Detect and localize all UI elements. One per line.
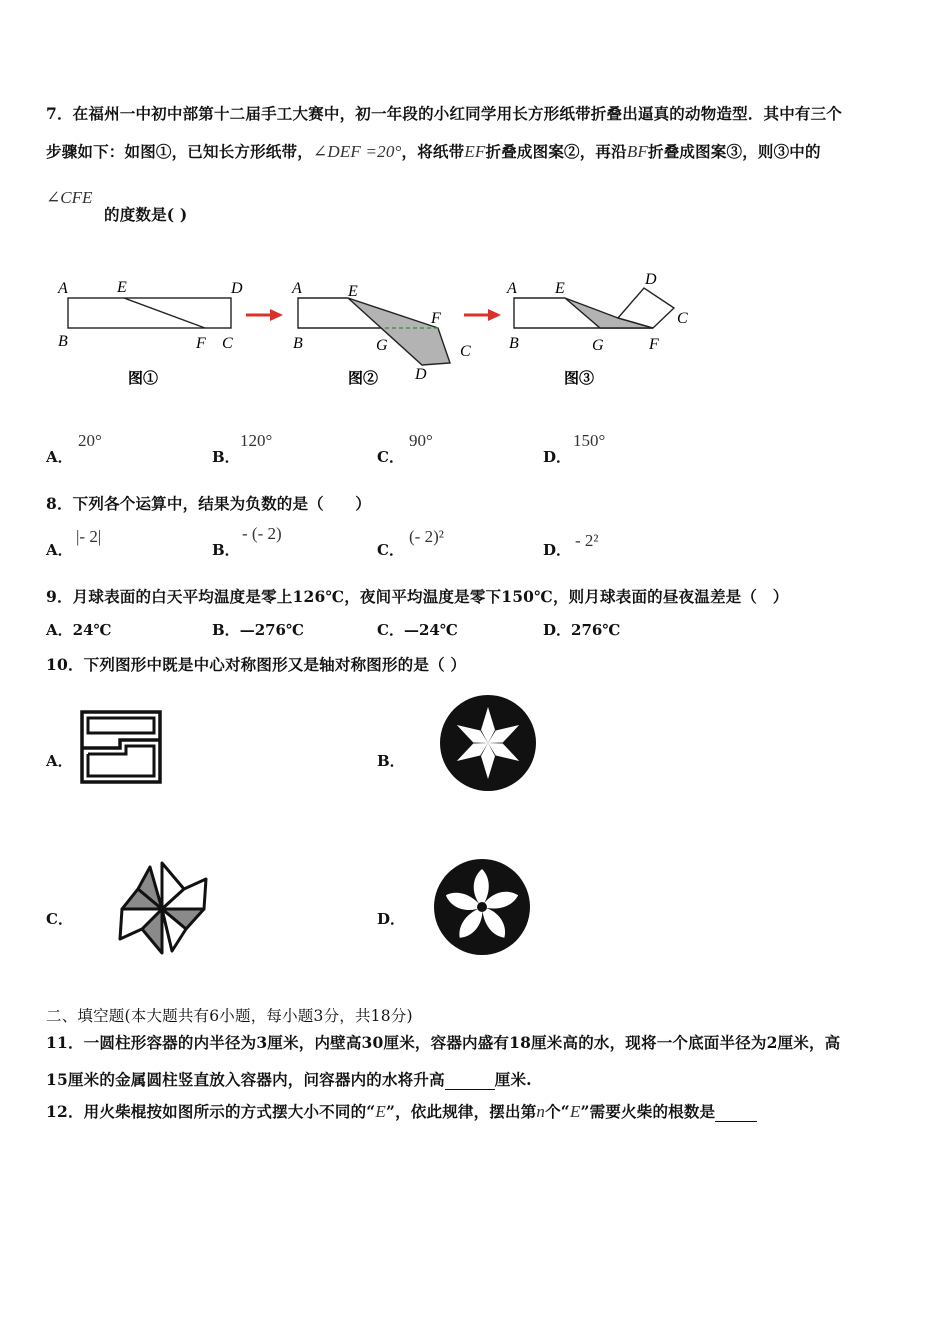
q12-e-symbol-1: E	[375, 1102, 386, 1121]
fig3-label-e: E	[555, 280, 565, 297]
q10-option-c-letter: C．	[46, 910, 73, 928]
q7-line1: 7．在福州一中初中部第十二届手工大赛中，初一年段的小红同学用长方形纸带折叠出逼真的动物造型．其中有三个	[46, 104, 842, 123]
q7-line2-d: 折叠成图案③，则③中的	[648, 142, 821, 161]
fig2-label-b: B	[293, 335, 303, 352]
fig3-label-d: D	[645, 271, 657, 288]
q10-option-d-letter: D．	[377, 910, 406, 928]
fig2-label-d: D	[415, 366, 427, 383]
q8-stem: 8．下列各个运算中，结果为负数的是（ ）	[46, 494, 371, 513]
q9-option-b	[212, 619, 304, 640]
fig2-folded-flap	[348, 298, 450, 365]
q9-option-a-letter: A．	[46, 621, 73, 639]
q9-option-d-letter: D．	[543, 621, 572, 639]
fig1-label-d: D	[231, 280, 243, 297]
q9-option-a	[46, 619, 112, 640]
q7-option-a-value: 20°	[78, 431, 102, 450]
figure-2	[291, 280, 471, 387]
q9-stem: 9．月球表面的白天平均温度是零上126℃，夜间平均温度是零下150℃，则月球表面的昼夜温差是（ ）	[46, 587, 789, 606]
q8-option-b-value: - (- 2)	[242, 524, 282, 543]
fig3-label-b: B	[509, 335, 519, 352]
q9-option-b-letter: B．	[212, 621, 240, 639]
q7-option-c-letter: C．	[377, 448, 404, 466]
fig2-label-f: F	[431, 310, 441, 327]
q12-part-a: 12．用火柴棍按如图所示的方式摆大小不同的“	[46, 1102, 376, 1121]
q7-line3: 的度数是( )	[104, 205, 188, 224]
q11-line1: 11．一圆柱形容器的内半径为3厘米，内壁高30厘米，容器内盛有18厘米高的水，现将一个底面半径为2厘米，高	[46, 1033, 841, 1052]
fig1-crease-ef	[124, 298, 205, 328]
q10-shape-a-s-block	[80, 710, 164, 786]
q7-option-c-value: 90°	[409, 431, 433, 450]
fig1-strip	[68, 298, 231, 328]
q7-option-a-letter: A．	[46, 448, 73, 466]
arrow-2	[464, 309, 501, 321]
q7-option-d-letter: D．	[543, 448, 572, 466]
fig3-label-c: C	[677, 310, 688, 327]
fig3-folded-flap	[565, 298, 653, 328]
q10-stem: 10．下列图形中既是中心对称图形又是轴对称图形的是（ ）	[46, 655, 467, 674]
angle-def: ∠DEF =20°	[312, 142, 402, 161]
fig2-label-a: A	[292, 280, 302, 297]
q9-option-c-value: —24℃	[403, 621, 458, 639]
fig3-label-f: F	[649, 336, 659, 353]
segment-bf: BF	[626, 142, 648, 161]
fig2-label-g: G	[376, 337, 388, 354]
q9-option-d-value: 276℃	[571, 621, 621, 639]
q8-option-b-letter: B．	[212, 541, 240, 559]
q7-option-d-value: 150°	[573, 431, 606, 450]
caption-fig2: 图②	[348, 371, 379, 387]
q11-line2	[46, 1068, 532, 1090]
segment-ef: EF	[464, 142, 486, 161]
q12-part-c: 个“	[545, 1102, 570, 1121]
q12-answer-blank[interactable]	[715, 1102, 757, 1122]
q11-answer-blank[interactable]	[445, 1070, 495, 1090]
q10-shape-d-bauhinia	[432, 857, 532, 957]
arrow-1	[246, 309, 283, 321]
caption-fig3: 图③	[564, 371, 595, 387]
q10-option-a-letter: A．	[46, 752, 73, 770]
fig3-label-g: G	[592, 337, 604, 354]
q7-fold-figures	[40, 262, 720, 397]
q9-option-b-value: —276℃	[239, 621, 304, 639]
q7-option-b-letter: B．	[212, 448, 240, 466]
q9-option-c	[377, 619, 458, 640]
figure-3	[506, 271, 688, 387]
q9-option-d	[543, 619, 620, 640]
q10-shape-c-pinwheel	[116, 859, 210, 957]
fig1-label-b: B	[58, 333, 68, 350]
q10-shape-b-snowflake	[438, 693, 538, 793]
q12-n-symbol: n	[536, 1102, 546, 1121]
fig1-label-c: C	[222, 335, 233, 352]
q12-part-d: ”需要火柴的根数是	[580, 1102, 716, 1121]
q8-option-c-letter: C．	[377, 541, 404, 559]
q8-option-d-value: - 2²	[575, 531, 599, 550]
q8-option-c-value: (- 2)²	[409, 527, 444, 546]
caption-fig1: 图①	[128, 371, 159, 387]
fig1-label-a: A	[58, 280, 68, 297]
q7-line2-b: ，将纸带	[401, 142, 465, 161]
q8-option-a-letter: A．	[46, 541, 73, 559]
q10-option-b-letter: B．	[377, 752, 405, 770]
q11-line2-a: 15厘米的金属圆柱竖直放入容器内，问容器内的水将升高	[46, 1070, 445, 1089]
section-2-title: 二、填空题(本大题共有6小题，每小题3分，共18分)	[46, 1007, 413, 1025]
q12-stem	[46, 1100, 757, 1122]
q8-option-a-value: |- 2|	[76, 527, 102, 546]
fig1-label-e: E	[117, 279, 127, 296]
q8-option-d-letter: D．	[543, 541, 572, 559]
q9-option-a-value: 24℃	[72, 621, 112, 639]
figure-1	[57, 279, 243, 387]
fig2-label-e: E	[348, 283, 358, 300]
q12-e-symbol-2: E	[569, 1102, 581, 1121]
q9-option-c-letter: C．	[377, 621, 404, 639]
q7-line2	[46, 140, 821, 162]
q7-line2-a: 步骤如下：如图①，已知长方形纸带，	[46, 142, 313, 161]
q11-line2-b: 厘米.	[494, 1070, 532, 1089]
q7-line2-c: 折叠成图案②，再沿	[485, 142, 627, 161]
fig2-label-c: C	[460, 343, 471, 360]
q12-part-b: ”，依此规律，摆出第	[385, 1102, 537, 1121]
fig1-label-f: F	[196, 335, 206, 352]
angle-cfe: ∠CFE	[46, 188, 93, 207]
q7-option-b-value: 120°	[240, 431, 273, 450]
fig3-label-a: A	[507, 280, 517, 297]
